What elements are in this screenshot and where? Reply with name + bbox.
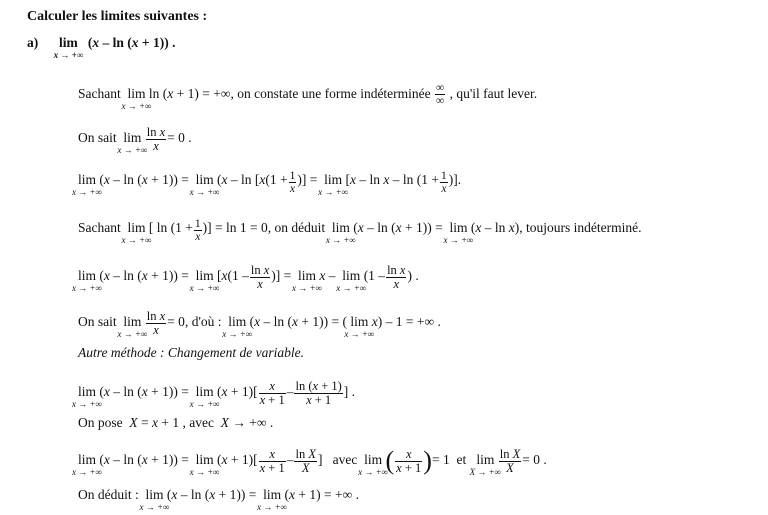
limit-operator: lim x → +∞ — [53, 35, 84, 60]
step-substitution: lim x → +∞ (x – ln (x + 1)) = lim x → +∞ (x + 1)[ $\frac{x}{x + 1}$ – $\frac{\text{ln X}}{X}$ ] avec lim x → +∞ ( $\frac{x}{x + 1}$ )= 1 et lim X → +∞ $\frac{\text{ln X}}{X}$ = 0 . — [72, 446, 547, 478]
item-label: a) — [27, 35, 39, 50]
exercise-title: Calculer les limites suivantes : — [27, 9, 208, 24]
step-sachant-2: Sachant lim x → +∞ [ ln (1 + $\frac{1}{x}$ )] = ln 1 = 0, on déduit lim x → +∞ (x – ln (x + 1)) = lim x → +∞ (x – ln x), toujours indéterminé. — [78, 218, 642, 246]
step-rewrite-2: lim x → +∞ (x – ln (x + 1)) = lim x → +∞ [x(1 – $\frac{\text{ln x}}{x}$ )] = lim x → +∞ x – lim x → +∞ (1 – $\frac{\text{ln x}}{x}$ ) . — [72, 263, 419, 294]
exercise-statement: a) lim x → +∞ (x – ln (x + 1)) . — [27, 35, 176, 60]
autre-methode-heading: Autre méthode : Changement de variable. — [78, 345, 304, 360]
step-on-sait-1: On sait lim x → +∞ $\frac{\text{ln x}}{x}$ = 0 . — [78, 125, 192, 156]
indeterminate-form-fraction: $\frac{\infty}{\infty}$ — [436, 82, 445, 108]
step-on-pose: On pose X = x + 1 , avec X → +∞ . — [78, 415, 274, 430]
step-sachant-1: Sachant lim x → +∞ ln (x + 1) = +∞, on constate une forme indéterminée $\frac{\infty}{\infty}$ , qu'il faut lever. — [78, 82, 538, 112]
step-rewrite-1: lim x → +∞ (x – ln (x + 1)) = lim x → +∞ (x – ln [x(1 + $\frac{1}{x}$ )] = lim x → +∞ [x – ln x – ln (1 + $\frac{1}{x}$ )]. — [72, 170, 462, 198]
step-conclusion: On déduit : lim x → +∞ (x – ln (x + 1)) = lim x → +∞ (x + 1) = +∞ . — [78, 487, 359, 512]
step-change-variable: lim x → +∞ (x – ln (x + 1)) = lim x → +∞ (x + 1)[ $\frac{x}{x + 1}$ – $\frac{\ln (x + 1)}{x + 1}$ ] . — [72, 379, 356, 410]
step-on-sait-2: On sait lim x → +∞ $\frac{\text{ln x}}{x}$ = 0, d'où : lim x → +∞ (x – ln (x + 1)) = ( lim x → +∞ x) – 1 = +∞ . — [78, 309, 441, 340]
